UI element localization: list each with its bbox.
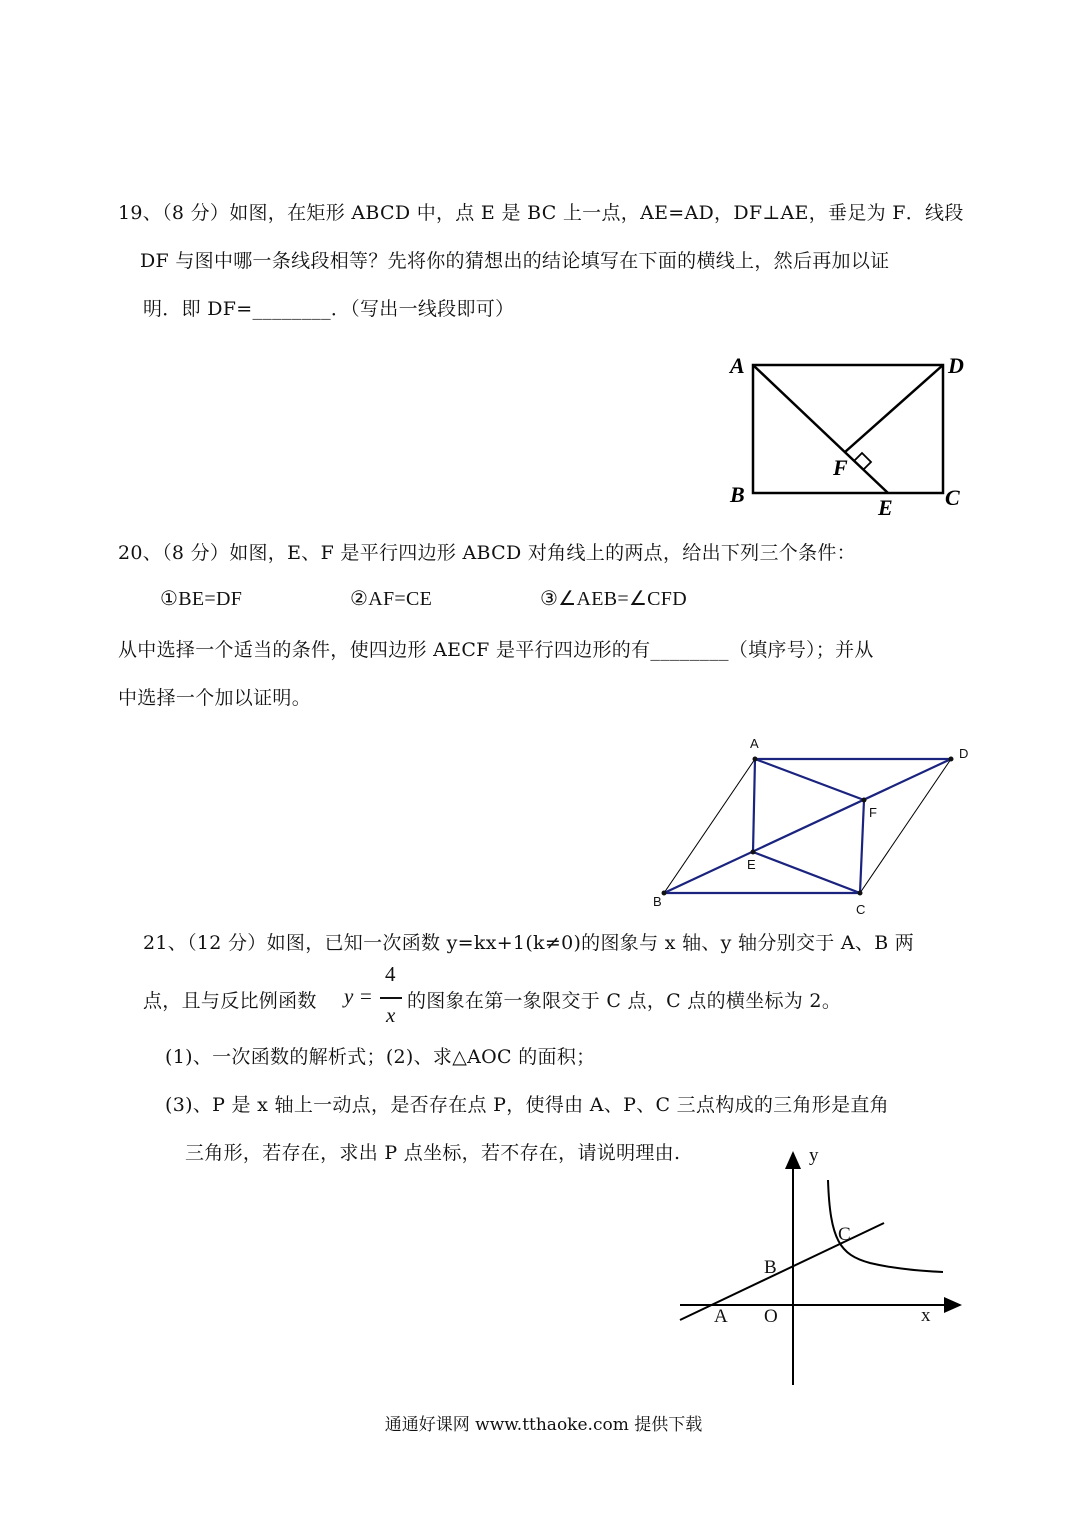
label-e: E [878, 495, 893, 520]
rectangle-abcd [753, 365, 943, 493]
segment-ae [753, 759, 755, 852]
q20-condition-1: ①BE=DF [160, 588, 243, 610]
point-b [662, 891, 667, 896]
label-a: A [714, 1306, 728, 1327]
label-b: B [653, 894, 662, 909]
label-y: y [809, 1145, 819, 1166]
label-f: F [833, 455, 848, 480]
q21-text-line-2a: 点，且与反比例函数 [143, 990, 317, 1012]
q21-text-line-5: 三角形，若存在，求出 P 点坐标，若不存在，请说明理由. [185, 1142, 681, 1164]
formula-denominator: x [386, 1003, 396, 1027]
q19-rectangle-figure [720, 345, 980, 525]
q19-text-line-3: 明．即 DF=________．（写出一线段即可） [143, 298, 515, 320]
label-a: A [750, 736, 759, 751]
label-x: x [921, 1305, 931, 1326]
label-b: B [764, 1257, 777, 1278]
page-footer: 通通好课网 www.tthaoke.com 提供下载 [384, 1415, 703, 1435]
point-f [862, 798, 867, 803]
q21-text-line-3: (1)、一次函数的解析式；(2)、求△AOC 的面积； [165, 1046, 596, 1068]
label-d: D [948, 353, 964, 378]
segment-ae [753, 365, 888, 493]
label-c: C [838, 1224, 851, 1245]
point-a [753, 757, 758, 762]
q20-text-line-3: 中选择一个加以证明。 [118, 687, 312, 709]
q21-text-line-1: 21、（12 分）如图，已知一次函数 y=kx+1(k≠0)的图象与 x 轴、y 轴分别交于 A、B 两 [143, 932, 915, 954]
label-f: F [869, 805, 877, 820]
label-o: O [764, 1306, 778, 1327]
point-c [858, 891, 863, 896]
formula-numerator: 4 [385, 962, 396, 986]
label-c: C [856, 902, 866, 915]
q21-text-line-2b: 的图象在第一象限交于 C 点，C 点的横坐标为 2。 [407, 990, 842, 1012]
q20-text-line-1: 20、（8 分）如图，E、F 是平行四边形 ABCD 对角线上的两点，给出下列三个条件： [118, 542, 856, 564]
point-d [949, 757, 954, 762]
label-a: A [730, 353, 745, 378]
label-e: E [747, 857, 756, 872]
segment-af [755, 759, 864, 800]
q21-coordinate-graph [670, 1145, 970, 1390]
label-c: C [945, 485, 960, 510]
q20-text-line-2: 从中选择一个适当的条件，使四边形 AECF 是平行四边形的有________（填序号）；并从 [118, 639, 874, 661]
point-e [751, 850, 756, 855]
label-d: D [959, 746, 969, 761]
q19-text-line-1: 19、（8 分）如图，在矩形 ABCD 中，点 E 是 BC 上一点，AE=AD，DF⊥AE，垂足为 F．线段 [118, 202, 964, 224]
q21-text-line-4: (3)、P 是 x 轴上一动点，是否存在点 P，使得由 A、P、C 三点构成的三角形是直角 [165, 1094, 889, 1116]
q20-condition-2: ②AF=CE [350, 588, 433, 610]
label-b: B [730, 482, 745, 507]
segment-fc [860, 800, 864, 893]
segment-df [845, 365, 943, 452]
formula-y-equals: y = [344, 984, 373, 1008]
q20-condition-3: ③∠AEB=∠CFD [540, 588, 687, 610]
segment-ec [753, 852, 860, 893]
q19-text-line-2: DF 与图中哪一条线段相等？先将你的猜想出的结论填写在下面的横线上，然后再加以证 [140, 250, 890, 272]
formula-fraction-bar [380, 997, 402, 999]
q20-parallelogram-figure [640, 730, 980, 915]
